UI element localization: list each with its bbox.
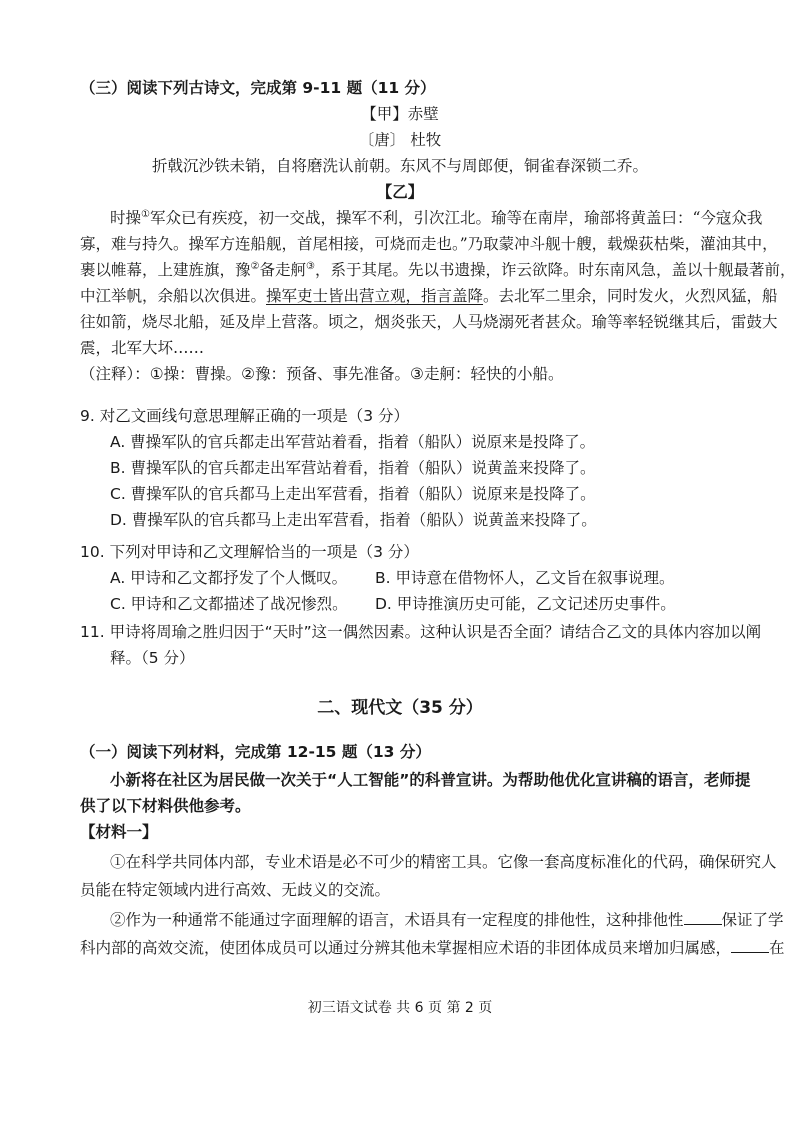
- q11-line-2: 释。（5 分）: [110, 649, 195, 667]
- material-p2-line-2: [80, 938, 785, 958]
- footnote-marker: ③: [306, 260, 315, 272]
- part2-heading: 二、现代文（35 分）: [317, 698, 483, 718]
- q10-option-d: D. 甲诗推演历史可能，乙文记述历史事件。: [375, 595, 676, 613]
- q9-option-a: A. 曹操军队的官兵都走出军营站着看，指着（船队）说原来是投降了。: [110, 433, 596, 451]
- passage-text: 时操: [110, 209, 142, 227]
- material-p1-line-1: ①在科学共同体内部，专业术语是必不可少的精密工具。它像一套高度标准化的代码，确保研究人: [110, 853, 777, 871]
- fill-blank[interactable]: [731, 938, 769, 953]
- sub1-intro-line-1: 小新将在社区为居民做一次关于“人工智能”的科普宣讲。为帮助他优化宣讲稿的语言，老师提: [110, 771, 751, 789]
- q9-option-d: D. 曹操军队的官兵都马上走出军营看，指着（船队）说黄盖来投降了。: [110, 511, 597, 529]
- poem-author: 〔唐〕 杜牧: [358, 131, 442, 149]
- page-footer: 初三语文试卷 共 6 页 第 2 页: [307, 1000, 493, 1016]
- passage-text: ，系于其尾。先以书遗操，诈云欲降。时东南风急，盖以十舰最著前，: [314, 261, 796, 279]
- passage-text: 备走舸: [259, 261, 306, 279]
- material-text: 科内部的高效交流，使团体成员可以通过分辨其他未掌握相应术语的非团体成员来增加归属感，: [80, 939, 732, 957]
- footnote-marker: ②: [250, 260, 260, 272]
- material-p2-line-1: [110, 910, 784, 930]
- section3-heading: （三）阅读下列古诗文，完成第 9-11 题（11 分）: [80, 79, 436, 97]
- material-text: 在: [769, 939, 785, 957]
- q9-option-c: C. 曹操军队的官兵都马上走出军营看，指着（船队）说原来是投降了。: [110, 485, 596, 503]
- material-p1-line-2: 员能在特定领域内进行高效、无歧义的交流。: [80, 881, 391, 899]
- poem-text: 折戟沉沙铁未销，自将磨洗认前朝。东风不与周郎便，铜雀春深锁二乔。: [151, 157, 648, 175]
- q9-option-b: B. 曹操军队的官兵都走出军营站着看，指着（船队）说黄盖来投降了。: [110, 459, 596, 477]
- passage-text: 裹以帷幕，上建旌旗，豫: [80, 261, 251, 279]
- passage-label: 【乙】: [376, 182, 424, 201]
- q10-stem: 10. 下列对甲诗和乙文理解恰当的一项是（3 分）: [80, 543, 419, 561]
- passage-line-5: 往如箭，烧尽北船，延及岸上营落。顷之，烟炎张天，人马烧溺死者甚众。瑜等率轻锐继其后，雷鼓大: [80, 313, 778, 331]
- q10-option-c: C. 甲诗和乙文都描述了战况惨烈。: [110, 595, 348, 613]
- sub1-intro-line-2: 供了以下材料供他参考。: [80, 797, 251, 815]
- material-text: 保证了学: [721, 911, 784, 929]
- passage-text: 军众已有疾疫，初一交战，操军不利，引次江北。瑜等在南岸，瑜部将黄盖曰：“今寇众我: [149, 209, 763, 227]
- material-text: ②作为一种通常不能通过字面理解的语言，术语具有一定程度的排他性，这种排他性: [110, 911, 684, 929]
- passage-line-1: [110, 208, 763, 228]
- passage-line-3: [80, 260, 796, 280]
- footnote-marker: ①: [141, 208, 150, 220]
- sub1-heading: （一）阅读下列材料，完成第 12-15 题（13 分）: [80, 743, 431, 761]
- passage-text: 中江举帆，余船以次俱进。: [80, 287, 267, 305]
- underlined-sentence: 操军吏士皆出营立观，指言盖降: [266, 287, 484, 305]
- q10-option-a: A. 甲诗和乙文都抒发了个人慨叹。: [110, 569, 348, 587]
- q11-line-1: 11. 甲诗将周瑜之胜归因于“天时”这一偶然因素。这种认识是否全面？请结合乙文的具体内容加以阐: [80, 623, 762, 641]
- passage-line-2: 寡，难与持久。操军方连船舰，首尾相接，可烧而走也。”乃取蒙冲斗舰十艘，载燥荻枯柴，灌油其中，: [80, 235, 778, 253]
- fill-blank[interactable]: [684, 910, 722, 925]
- passage-text: 。去北军二里余，同时发火，火烈风猛，船: [483, 287, 778, 305]
- q9-stem: 9. 对乙文画线句意思理解正确的一项是（3 分）: [80, 407, 410, 425]
- passage-note: （注释）：①操：曹操。②豫：预备、事先准备。③走舸：轻快的小船。: [80, 365, 564, 383]
- material-label: 【材料一】: [80, 823, 158, 841]
- poem-title: 【甲】赤壁: [361, 105, 439, 123]
- q10-option-b: B. 甲诗意在借物怀人，乙文旨在叙事说理。: [375, 569, 675, 587]
- passage-line-4: [80, 286, 778, 306]
- passage-line-6: 震，北军大坏……: [80, 339, 205, 357]
